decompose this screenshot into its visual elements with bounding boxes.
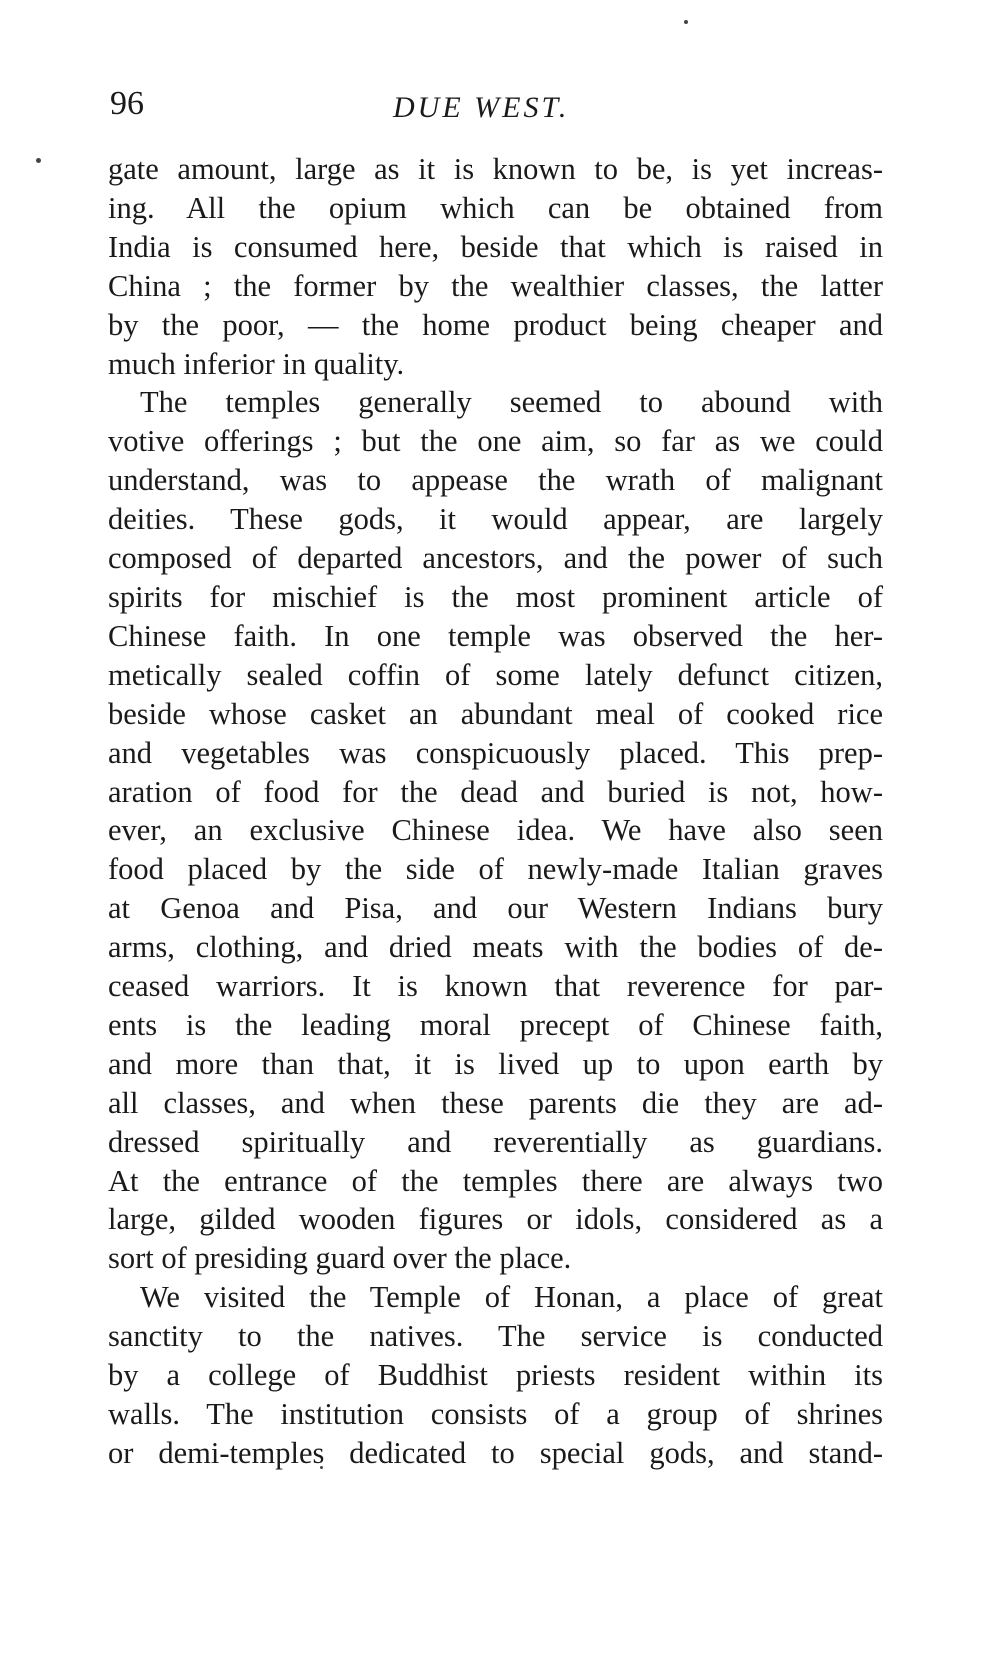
text-line: ceased warriors. It is known that reverence for par- (108, 969, 883, 1004)
ink-speck (36, 158, 41, 163)
text-line: votive offerings ; but the one aim, so far as we could (108, 424, 883, 459)
text-line: We visited the Temple of Honan, a place of great (140, 1280, 883, 1315)
text-line: or demi-temples dedicated to special gods, and stand- (108, 1435, 883, 1470)
text-line: sanctity to the natives. The service is conducted (108, 1319, 883, 1354)
paragraph-3 (108, 1278, 883, 1473)
text-line: At the entrance of the temples there are always two (108, 1163, 883, 1198)
text-line: Chinese faith. In one temple was observed the her- (108, 618, 883, 653)
paragraph-2 (108, 383, 883, 1278)
running-head: DUE WEST. (393, 91, 570, 124)
text-line: metically sealed coffin of some lately defunct citizen, (108, 657, 883, 692)
text-line: sort of presiding guard over the place. (108, 1241, 572, 1276)
text-line: all classes, and when these parents die they are ad- (108, 1085, 883, 1120)
text-line: China ; the former by the wealthier classes, the latter (108, 268, 883, 303)
text-line: The temples generally seemed to abound with (140, 385, 883, 420)
text-line: and more than that, it is lived up to upon earth by (108, 1046, 883, 1081)
body-text (108, 150, 883, 1473)
text-line: deities. These gods, it would appear, are largely (108, 502, 883, 537)
page-number: 96 (110, 85, 144, 122)
text-line: food placed by the side of newly-made Italian graves (108, 852, 883, 887)
text-line: beside whose casket an abundant meal of cooked rice (108, 696, 883, 731)
text-line: walls. The institution consists of a group of shrines (108, 1397, 883, 1431)
text-line: much inferior in quality. (108, 346, 405, 381)
text-line: ing. All the opium which can be obtained from (108, 190, 883, 225)
text-line: at Genoa and Pisa, and our Western Indians bury (108, 891, 883, 926)
text-line: by the poor, — the home product being cheaper and (108, 307, 883, 342)
text-line: aration of food for the dead and buried is not, how- (108, 774, 883, 809)
text-line: ents is the leading moral precept of Chinese faith, (108, 1007, 883, 1042)
text-line: India is consumed here, beside that which is raised in (108, 229, 883, 264)
text-line: ever, an exclusive Chinese idea. We have also seen (108, 813, 883, 848)
text-line: dressed spiritually and reverentially as guardians. (108, 1124, 883, 1159)
text-line: composed of departed ancestors, and the power of such (108, 541, 883, 576)
text-line: large, gilded wooden figures or idols, considered as a (108, 1202, 883, 1237)
text-line: gate amount, large as it is known to be, is yet increas- (108, 152, 883, 186)
text-line: and vegetables was conspicuously placed. This prep- (108, 735, 883, 770)
text-line: arms, clothing, and dried meats with the bodies of de- (108, 930, 883, 965)
paragraph-1 (108, 150, 883, 383)
text-line: understand, was to appease the wrath of malignant (108, 463, 883, 498)
text-line: spirits for mischief is the most prominent article of (108, 579, 883, 614)
ink-speck (684, 20, 688, 24)
text-line: by a college of Buddhist priests resident within its (108, 1358, 883, 1393)
